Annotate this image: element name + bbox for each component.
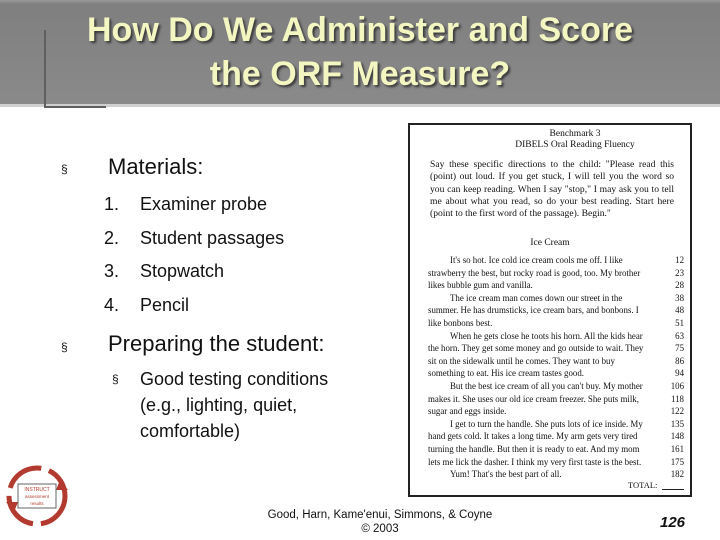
doc-passage-line: sugar and eggs inside. xyxy=(428,406,507,417)
footer-credit xyxy=(230,508,530,536)
doc-passage-line: The ice cream man comes down our street in the xyxy=(450,292,623,303)
materials-item: Stopwatch xyxy=(140,261,225,281)
doc-word-count: 86 xyxy=(675,355,684,366)
materials-item: Pencil xyxy=(140,295,190,315)
cycle-logo-icon xyxy=(2,460,72,534)
preparing-detail xyxy=(140,366,328,444)
doc-passage-line: I get to turn the handle. She puts lots of ice inside. My xyxy=(450,418,643,429)
doc-passage-line: It's so hot. Ice cold ice cream cools me off. I like xyxy=(450,255,623,265)
materials-heading: Materials: xyxy=(108,154,204,179)
doc-passage-line: turning the handle. But then it is ready to eat. And my mom xyxy=(428,444,640,454)
preparing-detail-line: comfortable) xyxy=(140,421,241,441)
logo-text-line1: INSTRUCT xyxy=(24,487,50,493)
doc-word-count: 12 xyxy=(675,255,684,265)
doc-story-title: Ice Cream xyxy=(530,238,570,248)
doc-passage-line: hand gets cold. It takes a long time. My arm gets very tired xyxy=(428,431,638,442)
logo-text-line2: assessment xyxy=(24,494,50,499)
doc-word-count: 75 xyxy=(675,343,684,354)
doc-passage-line: likes bubble gum and vanilla. xyxy=(428,280,533,291)
orf-probe-document xyxy=(408,123,692,497)
doc-instructions: Say these specific directions to the child: "Please read this (point) out loud. If you get stuck, I will tell you the word so you can keep reading. When I say "stop," I may ask you to tell me about what you read, so do your best reading. Start here (point to the first word of the passage). Begin." xyxy=(430,159,674,220)
doc-header-benchmark: Benchmark 3 xyxy=(549,129,601,139)
slide-title xyxy=(60,8,660,96)
materials-item: Examiner probe xyxy=(140,194,268,214)
footer-authors: Good, Harn, Kame'enui, Simmons, & Coyne xyxy=(267,509,493,521)
sub-bullet-icon: § xyxy=(112,372,119,386)
doc-word-count: 23 xyxy=(675,267,684,278)
doc-word-count: 175 xyxy=(670,456,684,467)
page-number: 126 xyxy=(660,514,686,531)
doc-word-count: 122 xyxy=(670,406,684,417)
doc-word-count: 94 xyxy=(675,368,684,379)
doc-passage-line: something to eat. His ice cream tastes good. xyxy=(428,368,585,379)
doc-word-count: 148 xyxy=(670,431,684,442)
doc-passage-line: sit on the sidewalk until he comes. They want to buy xyxy=(428,355,615,366)
doc-word-count: 63 xyxy=(675,330,684,341)
doc-word-count: 135 xyxy=(670,418,684,429)
materials-item-number: 1. xyxy=(104,194,120,214)
materials-item-number: 4. xyxy=(104,295,120,315)
logo-text-line3: results xyxy=(30,501,44,506)
slide-title-line1: How Do We Administer and Score xyxy=(87,11,633,49)
footer-copyright: © 2003 xyxy=(361,523,399,535)
doc-passage-line: lets me lick the dasher. I think my very first taste is the best. xyxy=(428,456,642,467)
doc-total-blank xyxy=(662,489,684,490)
doc-passage-line: strawberry the best, but rocky road is good, too. My brother xyxy=(428,267,641,278)
doc-word-count: 161 xyxy=(670,444,684,454)
doc-total-label: TOTAL: xyxy=(628,480,658,490)
corner-rule-horizontal xyxy=(44,106,106,108)
preparing-heading: Preparing the student: xyxy=(108,331,325,356)
materials-item-number: 3. xyxy=(104,261,120,281)
preparing-detail-line: (e.g., lighting, quiet, xyxy=(140,395,298,415)
doc-word-count: 182 xyxy=(670,469,684,480)
slide-title-line2: the ORF Measure? xyxy=(209,55,511,93)
preparing-detail-line: Good testing conditions xyxy=(140,369,329,389)
doc-word-count: 51 xyxy=(675,318,684,328)
doc-passage-line: like bonbons best. xyxy=(428,318,493,328)
doc-passage-line: Yum! That's the best part of all. xyxy=(450,469,562,480)
materials-item: Student passages xyxy=(140,228,285,248)
bullet-icon: § xyxy=(61,340,68,354)
doc-word-count: 28 xyxy=(675,280,684,291)
doc-passage-line: makes it. She uses our old ice cream freezer. She puts milk, xyxy=(428,393,639,404)
doc-word-count: 48 xyxy=(675,305,684,316)
doc-header-dibels: DIBELS Oral Reading Fluency xyxy=(515,140,635,150)
doc-word-count: 38 xyxy=(675,292,684,303)
doc-passage-line: the horn. They get some money and go outside to wait. They xyxy=(428,343,644,354)
doc-word-count: 106 xyxy=(670,381,684,391)
doc-word-count: 118 xyxy=(671,393,684,404)
doc-passage-line: But the best ice cream of all you can't buy. My mother xyxy=(450,381,643,391)
materials-item-number: 2. xyxy=(104,228,120,248)
bullet-icon: § xyxy=(61,162,68,176)
doc-passage-line: When he gets close he toots his horn. All the kids hear xyxy=(450,330,643,341)
doc-passage-line: summer. He has drumsticks, ice cream bars, and bonbons. I xyxy=(428,305,639,316)
corner-rule-vertical xyxy=(44,30,46,108)
